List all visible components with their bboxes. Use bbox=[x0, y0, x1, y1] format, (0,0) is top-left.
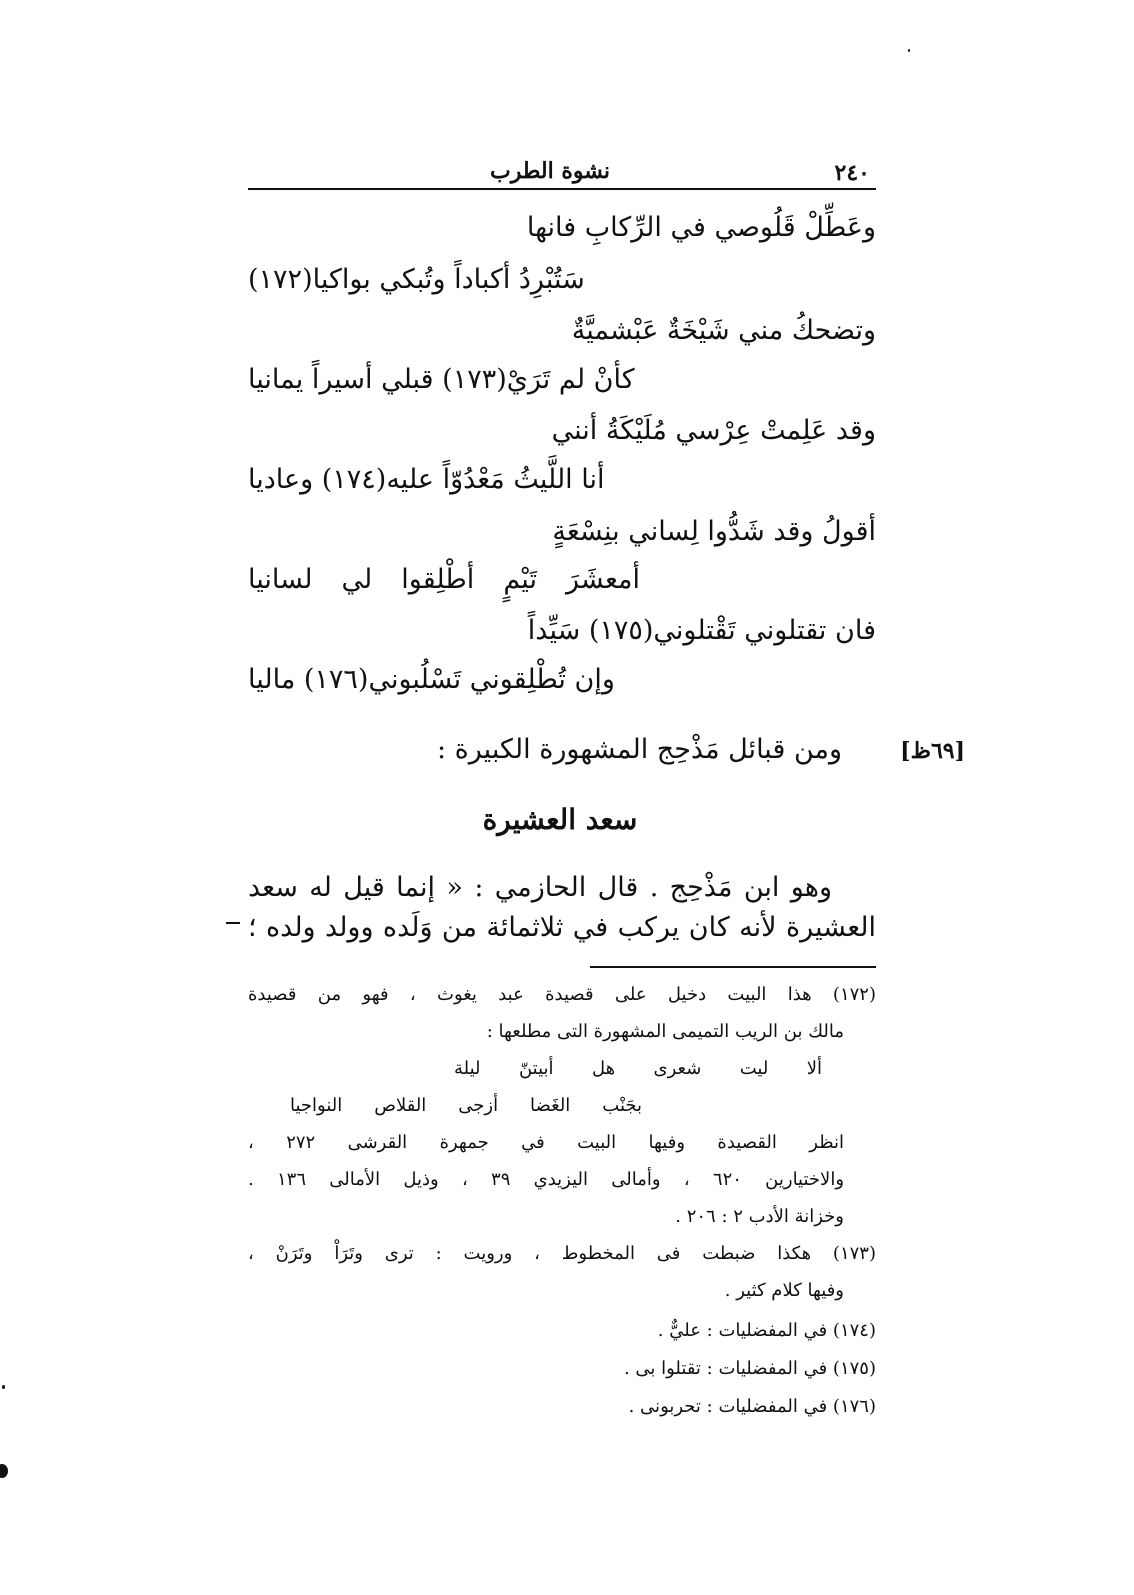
section-title: سعد العشيرة bbox=[482, 803, 638, 836]
verse-line: أنا اللَّيثُ مَعْدُوّاً عليه(١٧٤) وعاديا bbox=[248, 464, 605, 495]
verse-line: كأنْ لم تَرَيْ(١٧٣) قبلي أسيراً يمانيا bbox=[248, 364, 635, 395]
verse-line: أقولُ وقد شَدُّوا لِساني بنِسْعَةٍ bbox=[552, 516, 876, 547]
footnote-line: (١٧٥) في المفضليات : تقتلوا بى . bbox=[623, 1358, 876, 1379]
footnote-line: والاختيارين ٦٢٠ ، وأمالى اليزيدي ٣٩ ، وذيل الأمالى ١٣٦ . bbox=[248, 1169, 845, 1190]
verse-line: سَتُبْرِدُ أكباداً وتُبكي بواكيا(١٧٢) bbox=[248, 264, 585, 295]
footnote-line: (١٧٢) هذا البيت دخيل على قصيدة عبد يغوث ، فهو من قصيدة bbox=[248, 984, 876, 1005]
verse-line: وعَطِّلْ قَلُوصي في الرِّكابِ فانها bbox=[526, 212, 876, 243]
paragraph-line: وهو ابن مَذْحِج . قال الحازمي : « إنما قيل له سعد bbox=[248, 872, 832, 903]
scan-speck bbox=[908, 49, 910, 52]
margin-folio-note: [٦٩ظ] bbox=[900, 738, 965, 764]
continuation-dash bbox=[226, 922, 240, 924]
running-title: نشوة الطرب bbox=[489, 158, 610, 184]
header-rule bbox=[248, 188, 876, 190]
footnote-line: انظر القصيدة وفيها البيت في جمهرة القرشى ٢٧٢ ، bbox=[248, 1132, 844, 1153]
scan-speck bbox=[0, 1464, 8, 1478]
scan-speck bbox=[2, 1385, 5, 1389]
verse-line: وتضحكُ مني شَيْخَةٌ عَبْشميَّةٌ bbox=[571, 315, 876, 346]
footnote-line: مالك بن الريب التميمى المشهورة التى مطلعها : bbox=[486, 1021, 844, 1042]
footnote-line: (١٧٤) في المفضليات : عليٌّ . bbox=[657, 1320, 876, 1341]
footnote-verse: ألا ليت شعرى هل أبيتنّ ليلة bbox=[454, 1058, 822, 1079]
footnote-line: (١٧٦) في المفضليات : تحربونى . bbox=[628, 1396, 876, 1417]
footnote-line: وفيها كلام كثير . bbox=[724, 1280, 844, 1301]
page-number: ٢٤٠ bbox=[834, 160, 870, 186]
verse-line: وقد عَلِمتْ عِرْسي مُلَيْكَةُ أنني bbox=[551, 415, 876, 446]
verse-line: فان تقتلوني تَقْتلوني(١٧٥) سَيِّداً bbox=[527, 615, 876, 646]
footnote-line: (١٧٣) هكذا ضبطت فى المخطوط ، ورويت : ترى وتَرَاْ وتَرَنْ ، bbox=[248, 1243, 876, 1264]
verse-line: وإن تُطْلِقوني تَسْلُبوني(١٧٦) ماليا bbox=[248, 664, 615, 695]
footnote-verse: بجَنْب الغَضا أزجى القلاص النواجيا bbox=[290, 1095, 642, 1116]
verse-line: أمعشَرَ تَيْمٍ أطْلِقوا لي لسانيا bbox=[248, 564, 640, 595]
footnote-line: وخزانة الأدب ٢ : ٢٠٦ . bbox=[675, 1206, 844, 1227]
paragraph-line: العشيرة لأنه كان يركب في ثلاثمائة من وَلَده وولد ولده ؛ bbox=[248, 912, 876, 943]
footnote-rule bbox=[590, 966, 876, 968]
intro-line: ومن قبائل مَذْحِج المشهورة الكبيرة : bbox=[436, 734, 842, 765]
